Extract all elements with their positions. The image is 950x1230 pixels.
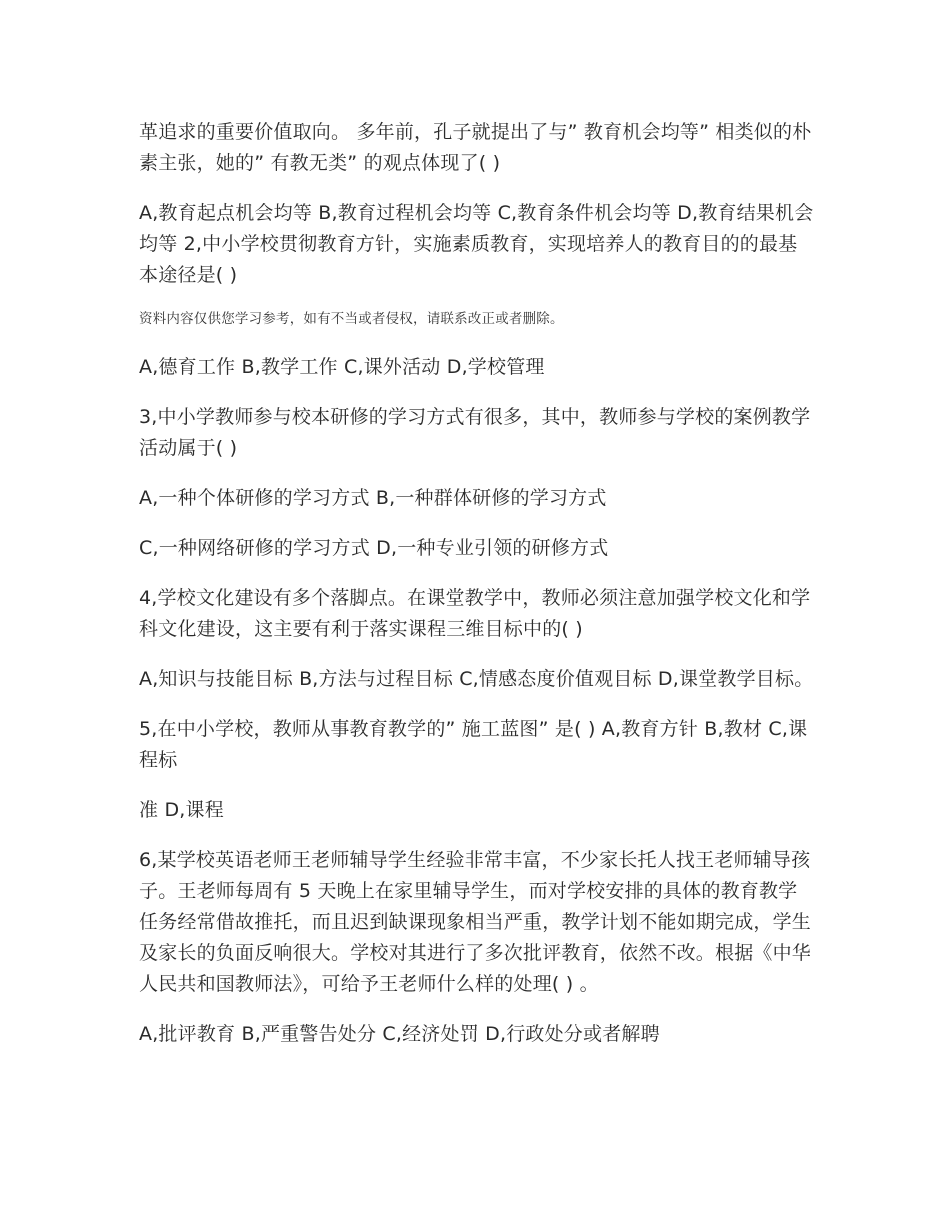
- question-6-stem: 6,某学校英语老师王老师辅导学生经验非常丰富，不少家长托人找王老师辅导孩子。王老师每周有 5 天晚上在家里辅导学生，而对学校安排的具体的教育教学任务经常借故推托，而且迟到缺课现象相当严重，教学计划不能如期完成，学生及家长的负面反响很大。学校对其进行了多次批评教育，依然不改。根据《中华人民共和国教师法》，可给予王老师什么样的处理( ) 。: [139, 849, 812, 995]
- question-3-stem: 3,中小学教师参与校本研修的学习方式有很多，其中，教师参与学校的案例教学活动属于( ): [139, 406, 811, 459]
- question-5-options-continued: 准 D,课程: [139, 799, 224, 821]
- question-1-options-question-2-stem: A,教育起点机会均等 B,教育过程机会均等 C,教育条件机会均等 D,教育结果机会均等 2,中小学校贯彻教育方针，实施素质教育，实现培养人的教育目的的最基本途径是( ): [139, 202, 814, 286]
- question-4-stem: 4,学校文化建设有多个落脚点。在课堂教学中，教师必须注意加强学校文化和学科文化建设，这主要有利于落实课程三维目标中的( ): [139, 587, 811, 640]
- question-3-options-c-d: C,一种网络研修的学习方式 D,一种专业引领的研修方式: [139, 537, 609, 559]
- question-5-stem-options: 5,在中小学校，教师从事教育教学的” 施工蓝图” 是( ) A,教育方针 B,教材 C,课程标: [139, 718, 808, 771]
- question-3-options-a-b: A,一种个体研修的学习方式 B,一种群体研修的学习方式: [139, 487, 607, 509]
- document-body: [139, 117, 815, 1069]
- disclaimer-note: 资料内容仅供您学习参考，如有不当或者侵权，请联系改正或者删除。: [139, 311, 564, 327]
- question-1-stem: 革追求的重要价值取向。 多年前，孔子就提出了与” 教育机会均等” 相类似的朴素主张，她的” 有教无类” 的观点体现了( ): [139, 121, 812, 174]
- question-2-options: A,德育工作 B,教学工作 C,课外活动 D,学校管理: [139, 356, 545, 378]
- question-4-options: A,知识与技能目标 B,方法与过程目标 C,情感态度价值观目标 D,课堂教学目标。: [139, 668, 814, 690]
- question-6-options: A,批评教育 B,严重警告处分 C,经济处罚 D,行政处分或者解聘: [139, 1023, 660, 1045]
